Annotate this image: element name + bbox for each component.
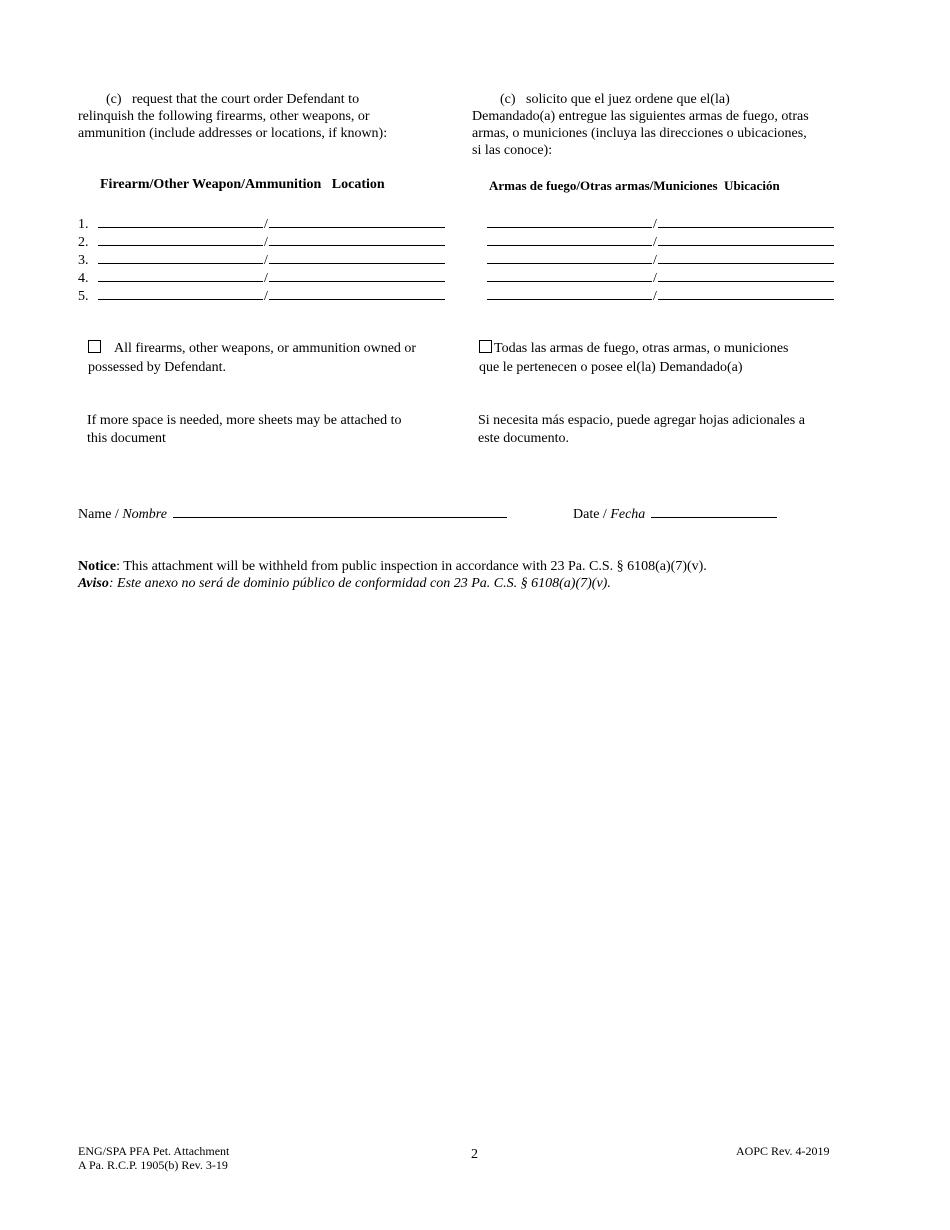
request-line-2: relinquish the following firearms, other weapons, or (78, 109, 370, 124)
location-field-es[interactable] (658, 215, 834, 228)
entry-row-es-2: / (487, 233, 834, 252)
location-field[interactable] (269, 287, 445, 300)
table-heading-es: Armas de fuego/Otras armas/Municiones Ubicación (489, 178, 780, 193)
date-label: Date / (573, 507, 607, 522)
footer-rule: A Pa. R.C.P. 1905(b) Rev. 3-19 (78, 1158, 228, 1172)
entry-number: 3. (78, 253, 89, 268)
entry-row-5: 5. / (78, 287, 445, 306)
request-paragraph-en (78, 91, 458, 142)
notice (78, 558, 707, 592)
all-owned-label-line1: All firearms, other weapons, or ammunition owned or (114, 341, 417, 356)
weapon-field-es[interactable] (487, 269, 652, 282)
request-line-3: ammunition (include addresses or locations, if known): (78, 126, 388, 141)
location-field-es[interactable] (658, 251, 834, 264)
date-signature-row (573, 505, 777, 523)
weapon-field-es[interactable] (487, 233, 652, 246)
all-owned-label-line2: possessed by Defendant. (88, 360, 227, 375)
name-field[interactable] (173, 505, 507, 518)
entry-row-es-5: / (487, 287, 834, 306)
name-label-es: Nombre (122, 507, 167, 522)
entry-number: 1. (78, 217, 89, 232)
all-owned-checkbox[interactable] (88, 340, 101, 353)
weapon-field[interactable] (98, 215, 263, 228)
location-field[interactable] (269, 215, 445, 228)
entry-row-4: 4. / (78, 269, 445, 288)
entry-row-1: 1. / (78, 215, 445, 234)
all-owned-label-es-line1: Todas las armas de fuego, otras armas, o municiones (494, 341, 789, 356)
request-label-en: (c) (106, 92, 122, 107)
weapon-field[interactable] (98, 287, 263, 300)
request-line-3-es: armas, o municiones (incluya las direcciones o ubicaciones, (472, 126, 807, 141)
name-label: Name / (78, 507, 119, 522)
weapon-field-es[interactable] (487, 215, 652, 228)
footer-revision: AOPC Rev. 4-2019 (736, 1144, 830, 1158)
entry-number: 2. (78, 235, 89, 250)
request-line-1-es: (c) solicito que el juez ordene que el(la) (500, 92, 730, 107)
location-field-es[interactable] (658, 269, 834, 282)
location-field[interactable] (269, 269, 445, 282)
all-owned-checkbox-es[interactable] (479, 340, 492, 353)
entry-row-3: 3. / (78, 251, 445, 270)
footer-form-name: ENG/SPA PFA Pet. Attachment (78, 1144, 230, 1158)
entry-number: 5. (78, 289, 89, 304)
weapon-field[interactable] (98, 233, 263, 246)
entry-number: 4. (78, 271, 89, 286)
request-line-1: (c) request that the court order Defendant to (106, 92, 360, 107)
request-paragraph-es (472, 91, 872, 159)
location-field[interactable] (269, 251, 445, 264)
page-number: 2 (471, 1147, 478, 1162)
all-owned-option-en (88, 340, 468, 376)
weapon-field[interactable] (98, 269, 263, 282)
entry-row-2: 2. / (78, 233, 445, 252)
name-signature-row (78, 505, 507, 523)
notice-en: Notice: This attachment will be withheld from public inspection in accordance with 23 Pa. C.S. § 6108(a)(7)(v). (78, 559, 707, 574)
date-label-es: Fecha (610, 507, 646, 522)
request-line-2-es: Demandado(a) entregue las siguientes armas de fuego, otras (472, 109, 809, 124)
request-line-4-es: si las conoce): (472, 143, 553, 158)
all-owned-label-es-line2: que le pertenecen o posee el(la) Demandado(a) (479, 360, 743, 375)
weapon-field[interactable] (98, 251, 263, 264)
location-field-es[interactable] (658, 287, 834, 300)
footer-form-info (78, 1144, 229, 1172)
more-space-note-en: If more space is needed, more sheets may be attached to this document (87, 413, 402, 446)
request-label-es: (c) (500, 92, 516, 107)
entry-row-es-3: / (487, 251, 834, 270)
location-field-es[interactable] (658, 233, 834, 246)
date-field[interactable] (651, 505, 777, 518)
entry-row-es-1: / (487, 215, 834, 234)
location-field[interactable] (269, 233, 445, 246)
weapon-field-es[interactable] (487, 251, 652, 264)
weapon-field-es[interactable] (487, 287, 652, 300)
more-space-note-es: Si necesita más espacio, puede agregar hojas adicionales a este documento. (478, 413, 805, 446)
table-heading-en: Firearm/Other Weapon/Ammunition Location (100, 177, 385, 192)
all-owned-option-es (479, 340, 869, 376)
notice-es: Aviso: Este anexo no será de dominio público de conformidad con 23 Pa. C.S. § 6108(a)(7)(v). (78, 576, 611, 591)
entry-row-es-4: / (487, 269, 834, 288)
